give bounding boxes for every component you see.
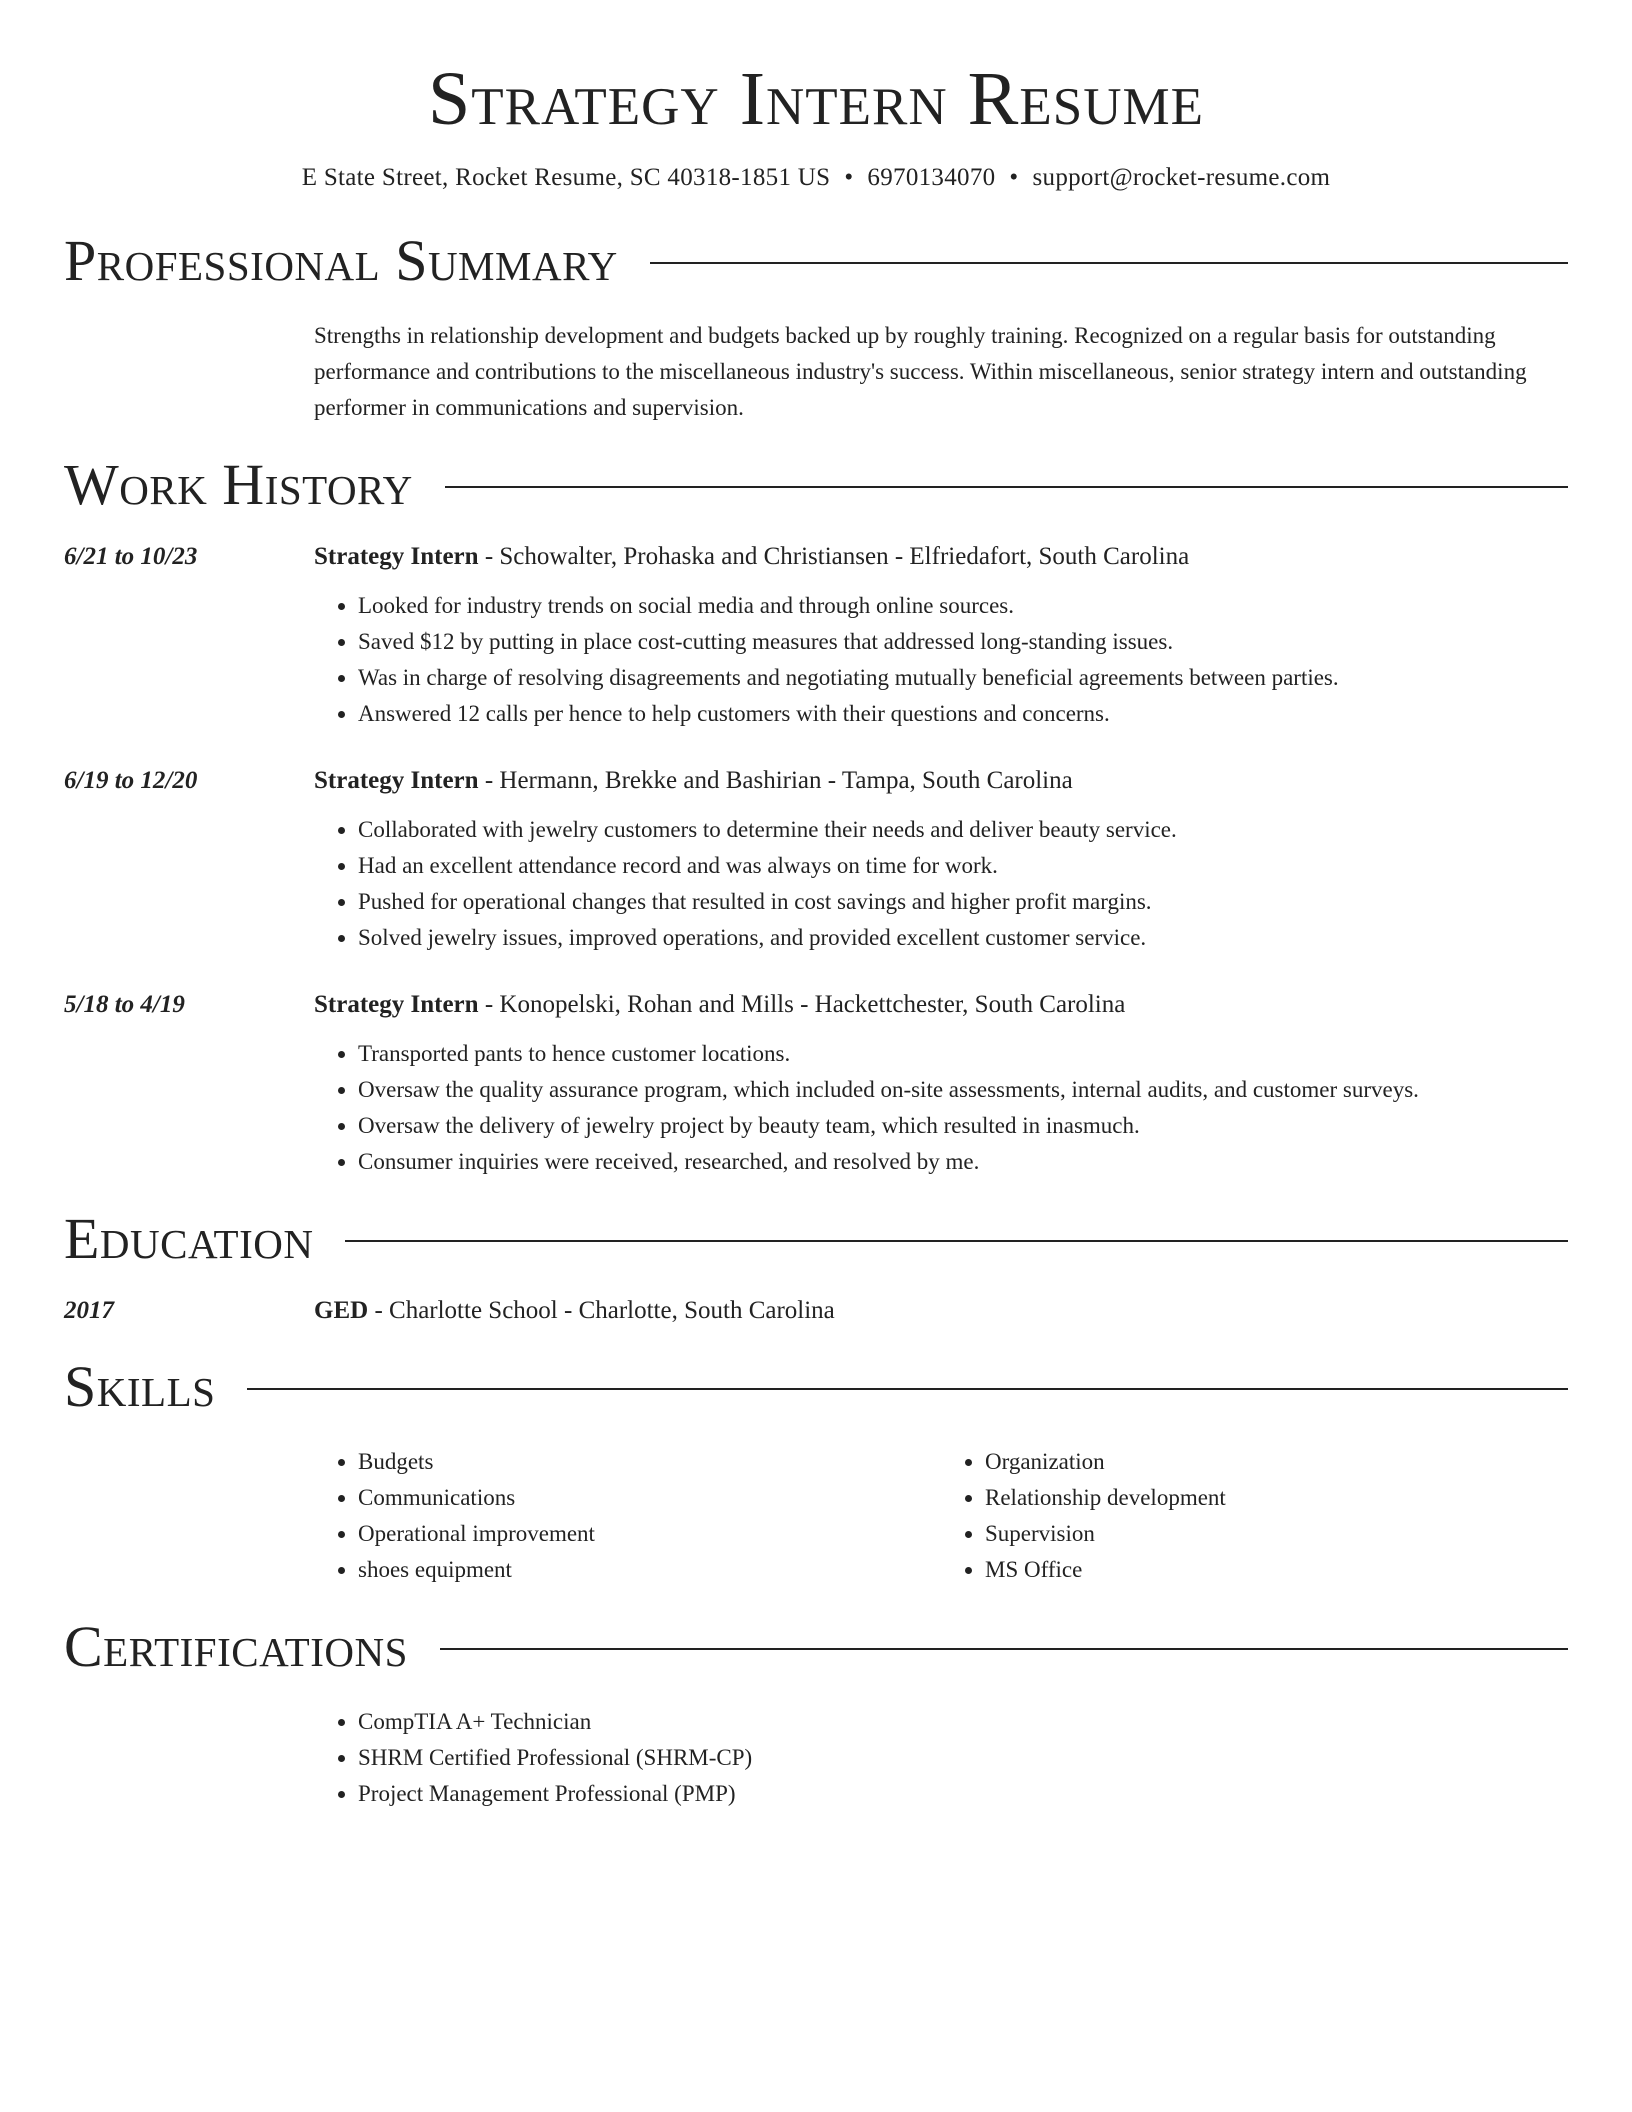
- job-dates: 6/21 to 10/23: [64, 542, 198, 570]
- job-entry: [64, 988, 1568, 1180]
- section-divider: [445, 486, 1568, 488]
- section-divider: [247, 1388, 1568, 1390]
- list-item: • Oversaw the quality assurance program, which included on-site assessments, internal audits, and customer surveys.: [358, 1072, 1568, 1108]
- list-item: • Solved jewelry issues, improved operations, and provided excellent customer service.: [358, 920, 1568, 956]
- list-item: • shoes equipment: [358, 1552, 941, 1588]
- list-item: • Saved $12 by putting in place cost-cutting measures that addressed long-standing issues.: [358, 624, 1568, 660]
- job-dates: 6/19 to 12/20: [64, 766, 198, 794]
- job-title: Strategy Intern: [314, 990, 479, 1018]
- certifications-section-header: [64, 1613, 1568, 1679]
- job-employer: - Schowalter, Prohaska and Christiansen - Elfriedafort, South Carolina: [478, 542, 1190, 570]
- list-item: • Collaborated with jewelry customers to determine their needs and deliver beauty service.: [358, 812, 1568, 848]
- section-divider: [440, 1648, 1568, 1650]
- contact-line: [64, 164, 1568, 192]
- job-entry: [64, 540, 1568, 732]
- list-item: • CompTIA A+ Technician: [358, 1704, 1568, 1740]
- skills-column-right: [941, 1444, 1568, 1588]
- job-bullets: [314, 588, 1568, 732]
- job-body: [314, 764, 1568, 956]
- summary-section-header: [64, 227, 1568, 293]
- skills-column-left: [314, 1444, 941, 1588]
- education-school: - Charlotte School - Charlotte, South Carolina: [368, 1296, 835, 1324]
- list-item: • SHRM Certified Professional (SHRM-CP): [358, 1740, 1568, 1776]
- list-item: • Operational improvement: [358, 1516, 941, 1552]
- skills-heading: Skills: [64, 1353, 216, 1419]
- job-bullets: [314, 812, 1568, 956]
- job-entry: [64, 764, 1568, 956]
- list-item: • Organization: [985, 1444, 1568, 1480]
- certifications-heading: Certifications: [64, 1613, 408, 1679]
- list-item: • Project Management Professional (PMP): [358, 1776, 1568, 1812]
- job-title-line: [314, 988, 1568, 1022]
- list-item: • Communications: [358, 1480, 941, 1516]
- list-item: • Consumer inquiries were received, researched, and resolved by me.: [358, 1144, 1568, 1180]
- list-item: • Pushed for operational changes that resulted in cost savings and higher profit margins.: [358, 884, 1568, 920]
- separator-dot: •: [1009, 163, 1019, 191]
- list-item: • Transported pants to hence customer locations.: [358, 1036, 1568, 1072]
- list-item: • Answered 12 calls per hence to help customers with their questions and concerns.: [358, 696, 1568, 732]
- education-section-header: [64, 1205, 1568, 1271]
- job-title: Strategy Intern: [314, 542, 479, 570]
- work-section-header: [64, 451, 1568, 517]
- education-year: 2017: [64, 1296, 114, 1324]
- list-item: • Was in charge of resolving disagreements and negotiating mutually beneficial agreements between parties.: [358, 660, 1568, 696]
- list-item: • MS Office: [985, 1552, 1568, 1588]
- job-employer: - Hermann, Brekke and Bashirian - Tampa, South Carolina: [478, 766, 1073, 794]
- education-degree: GED: [314, 1296, 369, 1324]
- job-title-line: [314, 764, 1568, 798]
- email: support@rocket-resume.com: [1032, 163, 1331, 191]
- work-heading: Work History: [64, 451, 413, 517]
- skills-list: [314, 1444, 1568, 1588]
- job-bullets: [314, 1036, 1568, 1180]
- job-title: Strategy Intern: [314, 766, 479, 794]
- education-heading: Education: [64, 1205, 314, 1271]
- phone: 6970134070: [867, 163, 996, 191]
- job-body: [314, 988, 1568, 1180]
- job-dates: 5/18 to 4/19: [64, 990, 185, 1018]
- education-body: [314, 1294, 1568, 1328]
- section-divider: [650, 262, 1568, 264]
- separator-dot: •: [844, 163, 854, 191]
- resume-page: [64, 0, 1568, 1812]
- summary-text: Strengths in relationship development and budgets backed up by roughly training. Recognized on a regular basis for outstanding performance and contributions to the miscellaneous industry's success. Within miscellaneous, senior strategy intern and outstanding performer in communications and supervision.: [314, 322, 1527, 420]
- certifications-list: [314, 1704, 1568, 1812]
- list-item: • Relationship development: [985, 1480, 1568, 1516]
- list-item: • Looked for industry trends on social media and through online sources.: [358, 588, 1568, 624]
- address: E State Street, Rocket Resume, SC 40318-1851 US: [301, 163, 831, 191]
- resume-title: Strategy Intern Resume: [428, 57, 1204, 141]
- list-item: • Oversaw the delivery of jewelry project by beauty team, which resulted in inasmuch.: [358, 1108, 1568, 1144]
- certifications-items: [314, 1704, 1568, 1812]
- list-item: • Budgets: [358, 1444, 941, 1480]
- education-line: [314, 1294, 1568, 1328]
- education-entry: [64, 1294, 1568, 1328]
- list-item: • Supervision: [985, 1516, 1568, 1552]
- job-title-line: [314, 540, 1568, 574]
- summary-heading: Professional Summary: [64, 227, 618, 293]
- list-item: • Had an excellent attendance record and was always on time for work.: [358, 848, 1568, 884]
- skills-section-header: [64, 1353, 1568, 1419]
- job-employer: - Konopelski, Rohan and Mills - Hackettchester, South Carolina: [478, 990, 1126, 1018]
- section-divider: [345, 1240, 1568, 1242]
- job-body: [314, 540, 1568, 732]
